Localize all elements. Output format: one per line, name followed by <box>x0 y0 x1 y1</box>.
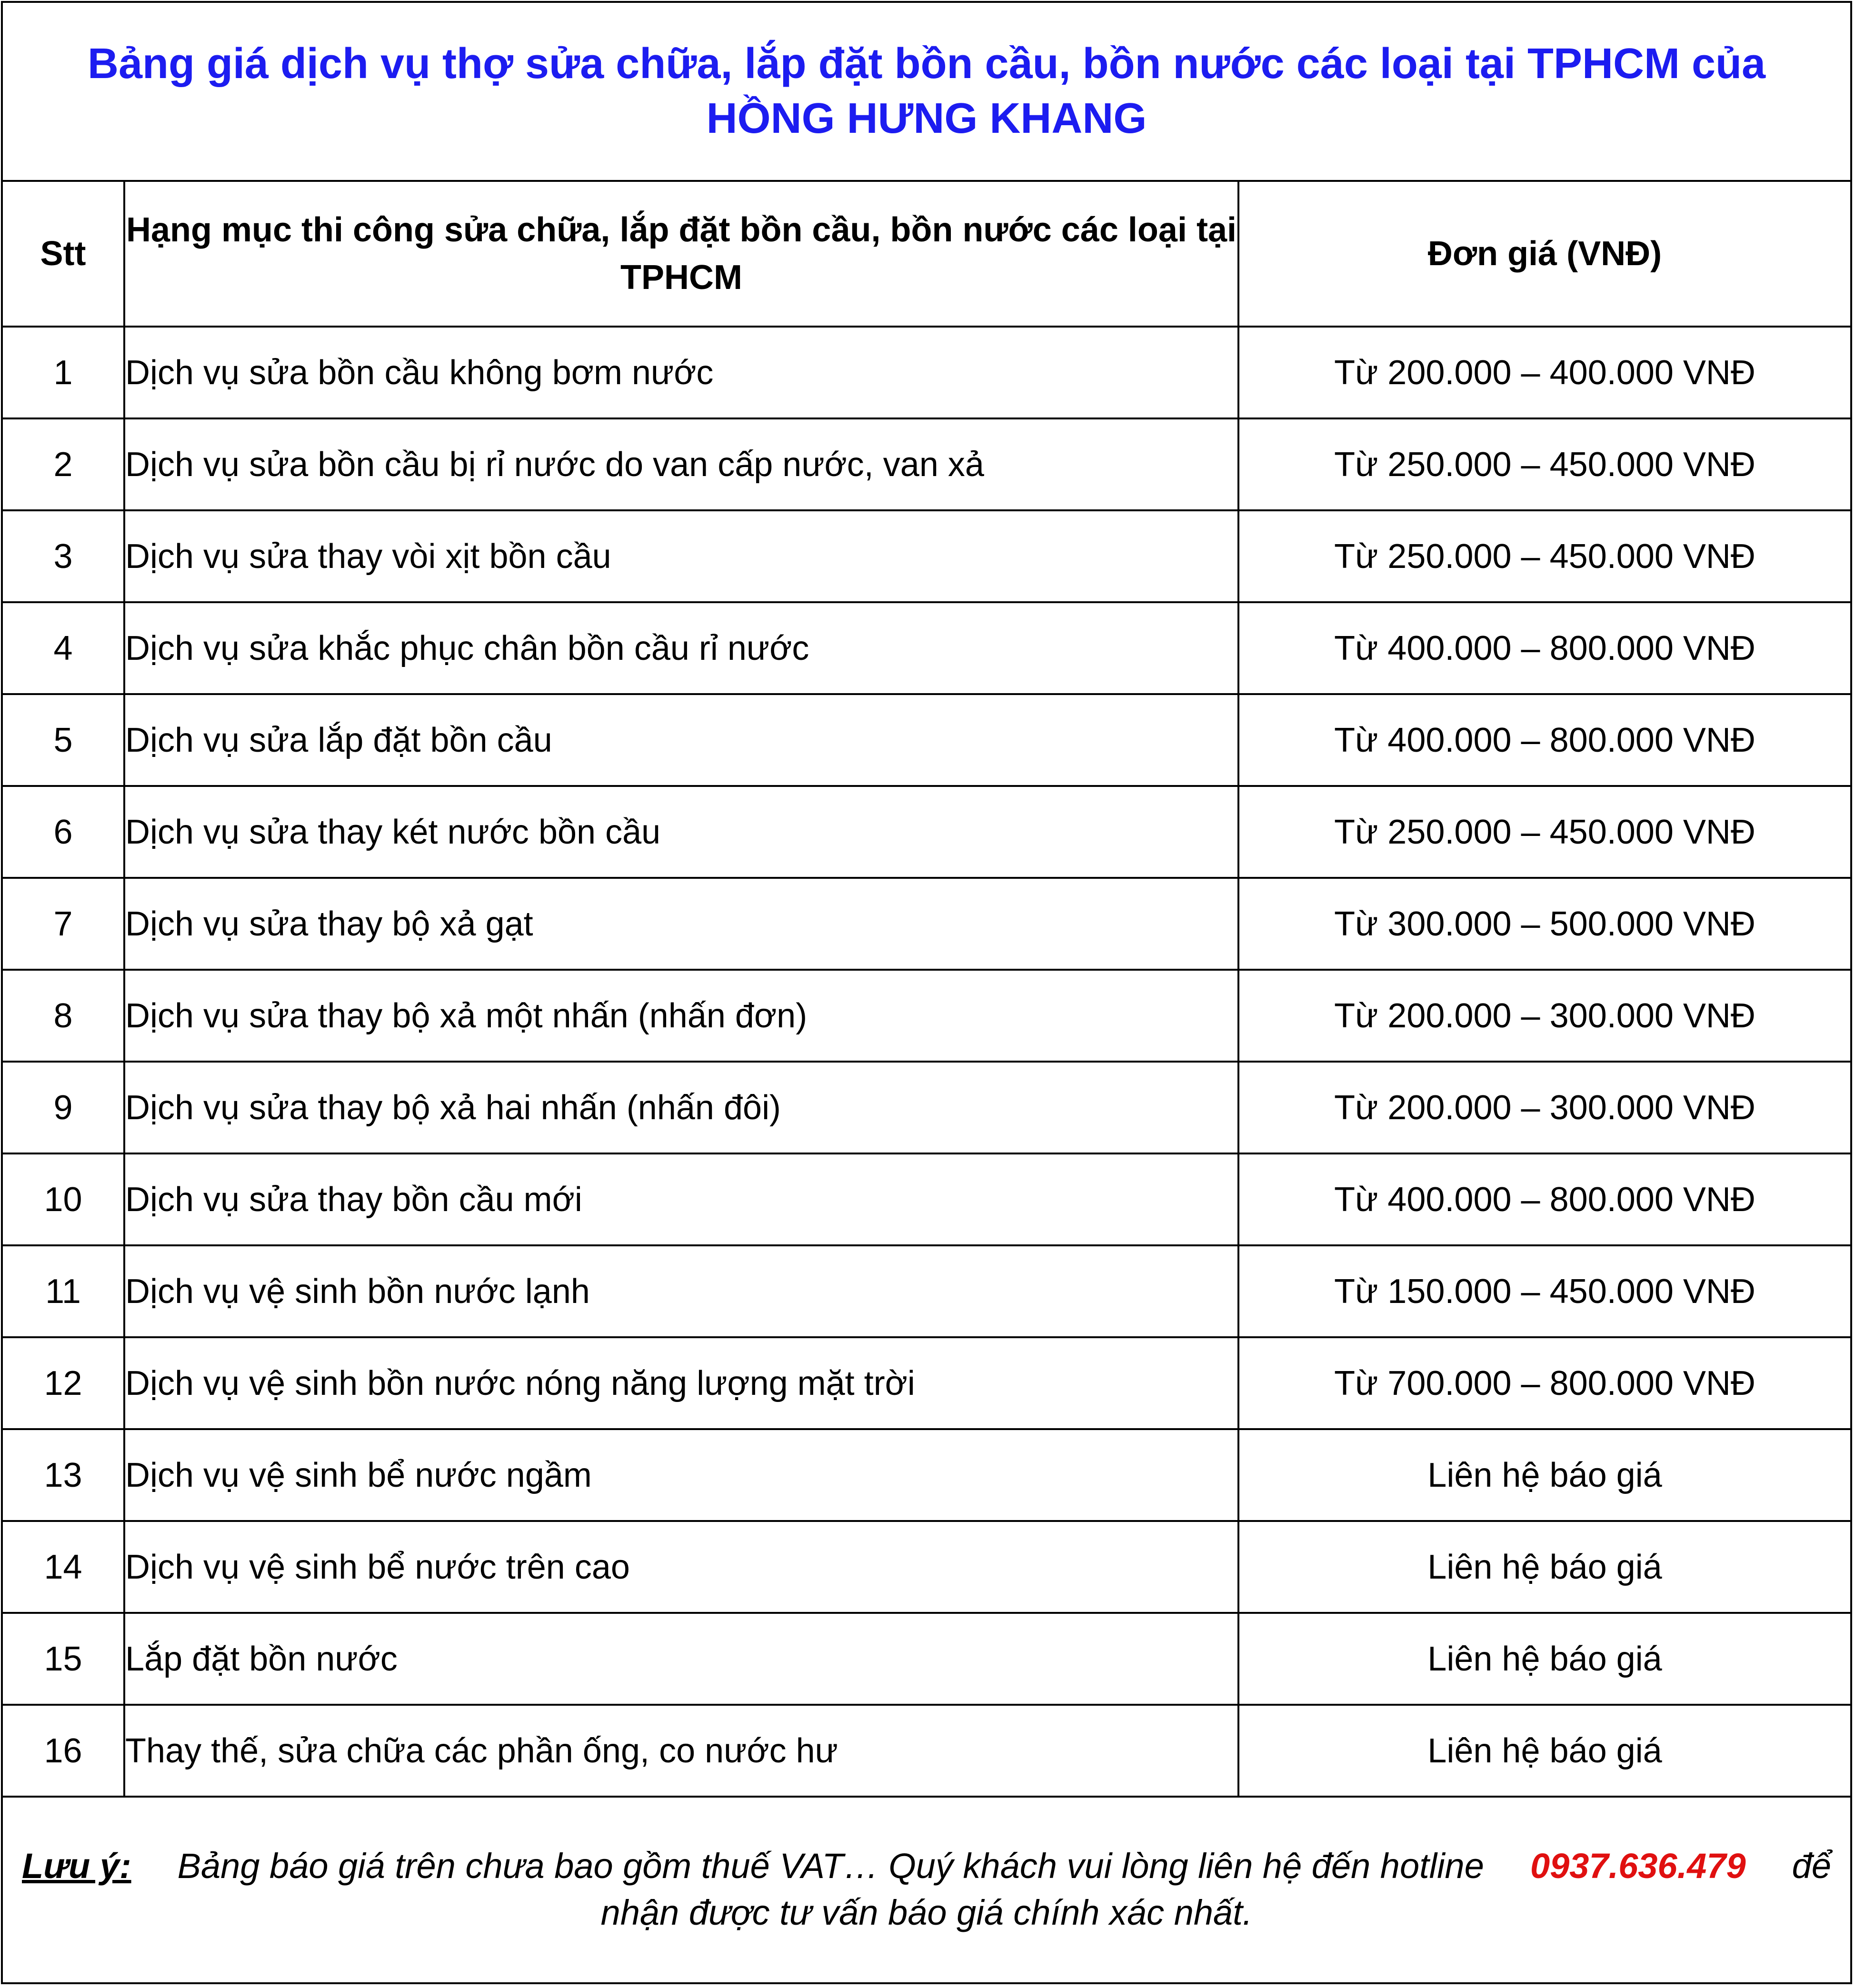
table-row <box>3 970 1850 1062</box>
table-row <box>3 1521 1850 1613</box>
footnote-text: Bảng báo giá trên chưa bao gồm thuế VAT… Quý khách vui lòng liên hệ đến hotline <box>177 1846 1484 1886</box>
row-stt: 8 <box>3 970 124 1062</box>
header-item: Hạng mục thi công sửa chữa, lắp đặt bồn cầu, bồn nước các loại tại TPHCM <box>124 182 1238 327</box>
footnote-line-2: nhận được tư vấn báo giá chính xác nhất. <box>600 1893 1253 1932</box>
row-item: Thay thế, sửa chữa các phần ống, co nước hư <box>124 1705 1238 1797</box>
footnote <box>3 1797 1850 1982</box>
row-item: Dịch vụ sửa lắp đặt bồn cầu <box>124 694 1238 786</box>
table-row <box>3 602 1850 694</box>
row-item: Dịch vụ vệ sinh bể nước trên cao <box>124 1521 1238 1613</box>
footnote-label: Lưu ý: <box>22 1846 131 1886</box>
row-price: Từ 200.000 – 300.000 VNĐ <box>1238 970 1850 1062</box>
title-line-2: HỒNG HƯNG KHANG <box>706 95 1147 142</box>
row-item: Dịch vụ vệ sinh bể nước ngầm <box>124 1429 1238 1521</box>
page-title <box>3 3 1850 182</box>
row-price: Từ 700.000 – 800.000 VNĐ <box>1238 1337 1850 1429</box>
row-price: Từ 250.000 – 450.000 VNĐ <box>1238 510 1850 602</box>
price-table <box>3 182 1850 1798</box>
row-stt: 7 <box>3 878 124 970</box>
row-price: Từ 250.000 – 450.000 VNĐ <box>1238 418 1850 510</box>
row-price: Liên hệ báo giá <box>1238 1613 1850 1705</box>
table-row <box>3 418 1850 510</box>
row-stt: 12 <box>3 1337 124 1429</box>
row-price: Từ 400.000 – 800.000 VNĐ <box>1238 1153 1850 1245</box>
table-row <box>3 1705 1850 1797</box>
row-item: Dịch vụ vệ sinh bồn nước nóng năng lượng mặt trời <box>124 1337 1238 1429</box>
price-table-frame <box>1 1 1852 1984</box>
row-price: Từ 400.000 – 800.000 VNĐ <box>1238 602 1850 694</box>
row-item: Dịch vụ vệ sinh bồn nước lạnh <box>124 1245 1238 1337</box>
table-row <box>3 878 1850 970</box>
row-price: Liên hệ báo giá <box>1238 1705 1850 1797</box>
footnote-line-1 <box>3 1843 1850 1889</box>
row-price: Liên hệ báo giá <box>1238 1429 1850 1521</box>
row-stt: 9 <box>3 1062 124 1153</box>
row-stt: 15 <box>3 1613 124 1705</box>
row-item: Dịch vụ sửa thay bộ xả gạt <box>124 878 1238 970</box>
row-price: Từ 400.000 – 800.000 VNĐ <box>1238 694 1850 786</box>
row-stt: 6 <box>3 786 124 878</box>
row-stt: 4 <box>3 602 124 694</box>
row-item: Dịch vụ sửa thay bồn cầu mới <box>124 1153 1238 1245</box>
row-item: Dịch vụ sửa thay vòi xịt bồn cầu <box>124 510 1238 602</box>
title-line-1: Bảng giá dịch vụ thợ sửa chữa, lắp đặt bồn cầu, bồn nước các loại tại TPHCM của <box>87 40 1766 88</box>
row-item: Dịch vụ sửa bồn cầu bị rỉ nước do van cấp nước, van xả <box>124 418 1238 510</box>
row-item: Dịch vụ sửa bồn cầu không bơm nước <box>124 327 1238 418</box>
row-stt: 13 <box>3 1429 124 1521</box>
table-row <box>3 1245 1850 1337</box>
table-row <box>3 510 1850 602</box>
hotline-number[interactable]: 0937.636.479 <box>1530 1846 1746 1886</box>
table-header-row <box>3 182 1850 327</box>
header-price: Đơn giá (VNĐ) <box>1238 182 1850 327</box>
row-stt: 16 <box>3 1705 124 1797</box>
table-row <box>3 786 1850 878</box>
header-stt: Stt <box>3 182 124 327</box>
row-price: Từ 300.000 – 500.000 VNĐ <box>1238 878 1850 970</box>
row-stt: 2 <box>3 418 124 510</box>
row-item: Dịch vụ sửa thay bộ xả một nhấn (nhấn đơn) <box>124 970 1238 1062</box>
row-item: Lắp đặt bồn nước <box>124 1613 1238 1705</box>
row-price: Từ 200.000 – 400.000 VNĐ <box>1238 327 1850 418</box>
table-row <box>3 1153 1850 1245</box>
table-row <box>3 1062 1850 1153</box>
table-row <box>3 1337 1850 1429</box>
row-price: Từ 150.000 – 450.000 VNĐ <box>1238 1245 1850 1337</box>
row-stt: 11 <box>3 1245 124 1337</box>
table-row <box>3 1429 1850 1521</box>
table-row <box>3 327 1850 418</box>
row-stt: 5 <box>3 694 124 786</box>
footnote-text-after: để <box>1792 1846 1831 1886</box>
row-item: Dịch vụ sửa thay két nước bồn cầu <box>124 786 1238 878</box>
row-item: Dịch vụ sửa khắc phục chân bồn cầu rỉ nước <box>124 602 1238 694</box>
row-stt: 14 <box>3 1521 124 1613</box>
row-stt: 1 <box>3 327 124 418</box>
row-item: Dịch vụ sửa thay bộ xả hai nhấn (nhấn đôi) <box>124 1062 1238 1153</box>
table-row <box>3 694 1850 786</box>
row-price: Từ 200.000 – 300.000 VNĐ <box>1238 1062 1850 1153</box>
row-stt: 3 <box>3 510 124 602</box>
row-stt: 10 <box>3 1153 124 1245</box>
row-price: Liên hệ báo giá <box>1238 1521 1850 1613</box>
row-price: Từ 250.000 – 450.000 VNĐ <box>1238 786 1850 878</box>
table-row <box>3 1613 1850 1705</box>
